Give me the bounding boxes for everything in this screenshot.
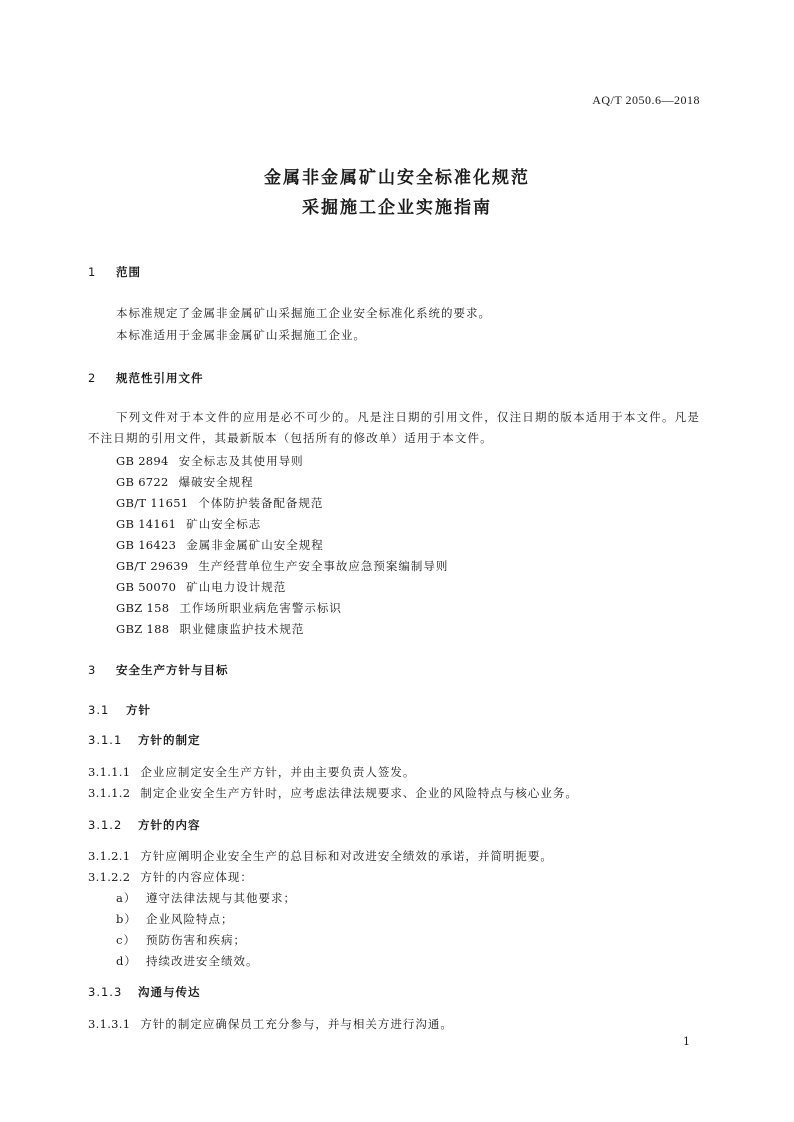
clause-text: 制定企业安全生产方针时，应考虑法律法规要求、企业的风险特点与核心业务。 <box>140 786 578 800</box>
reference-code: GB 2894 <box>116 454 169 468</box>
reference-item <box>116 516 261 532</box>
list-item <box>116 890 296 906</box>
list-item <box>116 932 246 948</box>
section-number: 3 <box>88 663 97 677</box>
clause-text: 方针应阐明企业安全生产的总目标和对改进安全绩效的承诺，并简明扼要。 <box>140 849 553 863</box>
section-title: 方针 <box>126 703 151 717</box>
section-title: 安全生产方针与目标 <box>116 663 229 677</box>
reference-item <box>116 621 304 637</box>
page-number: 1 <box>683 1035 690 1048</box>
section-2-intro: 下列文件对于本文件的应用是必不可少的。凡是注日期的引用文件，仅注日期的版本适用于本文件。凡是不注日期的引用文件，其最新版本（包括所有的修改单）适用于本文件。 <box>88 410 700 445</box>
list-item <box>116 953 259 969</box>
section-title: 沟通与传达 <box>138 985 201 999</box>
list-text: 持续改进安全绩效。 <box>146 954 259 968</box>
section-number: 3.1 <box>88 703 110 717</box>
section-title: 范围 <box>116 265 141 279</box>
clause-number: 3.1.2.1 <box>88 849 131 863</box>
reference-item <box>116 453 304 469</box>
clause-number: 3.1.3.1 <box>88 1017 131 1031</box>
section-3-1-1-heading <box>88 732 201 748</box>
reference-item <box>116 600 342 616</box>
reference-title: 矿山电力设计规范 <box>186 580 287 594</box>
list-marker: c） <box>116 933 136 947</box>
clause-3-1-2-2 <box>88 869 253 885</box>
list-marker: d） <box>116 954 137 968</box>
section-number: 3.1.2 <box>88 818 123 832</box>
reference-code: GBZ 188 <box>116 622 170 636</box>
reference-title: 生产经营单位生产安全事故应急预案编制导则 <box>198 559 449 573</box>
list-marker: a） <box>116 891 137 905</box>
section-3-1-2-heading <box>88 817 201 833</box>
reference-title: 安全标志及其使用导则 <box>178 454 304 468</box>
reference-code: GB/T 11651 <box>116 496 189 510</box>
reference-item <box>116 579 286 595</box>
section-3-1-heading <box>88 702 151 718</box>
reference-item <box>116 495 323 511</box>
section-number: 3.1.1 <box>88 733 123 747</box>
paragraph: 本标准适用于金属非金属矿山采掘施工企业。 <box>116 328 366 342</box>
list-marker: b） <box>116 912 137 926</box>
reference-code: GB 14161 <box>116 517 177 531</box>
reference-title: 矿山安全标志 <box>186 517 262 531</box>
clause-number: 3.1.1.1 <box>88 765 131 779</box>
reference-title: 职业健康监护技术规范 <box>179 622 305 636</box>
clause-3-1-1-2 <box>88 785 578 801</box>
section-3-1-3-heading <box>88 984 201 1000</box>
list-text: 企业风险特点； <box>146 912 234 926</box>
section-3-heading <box>88 662 229 678</box>
reference-code: GB 6722 <box>116 475 169 489</box>
section-2-heading <box>88 370 204 386</box>
section-title: 方针的制定 <box>138 733 201 747</box>
clause-text: 方针的内容应体现： <box>140 870 253 884</box>
reference-code: GB 16423 <box>116 538 177 552</box>
list-item <box>116 911 234 927</box>
clause-text: 方针的制定应确保员工充分参与，并与相关方进行沟通。 <box>140 1017 453 1031</box>
reference-code: GB 50070 <box>116 580 177 594</box>
list-text: 遵守法律法规与其他要求； <box>146 891 296 905</box>
clause-3-1-1-1 <box>88 764 415 780</box>
reference-title: 金属非金属矿山安全规程 <box>186 538 324 552</box>
reference-item <box>116 474 254 490</box>
clause-text: 企业应制定安全生产方针，并由主要负责人签发。 <box>140 765 416 779</box>
section-title: 规范性引用文件 <box>116 371 204 385</box>
reference-code: GBZ 158 <box>116 601 170 615</box>
document-title-line1: 金属非金属矿山安全标准化规范 <box>264 168 530 188</box>
reference-item <box>116 558 448 574</box>
reference-title: 工作场所职业病危害警示标识 <box>179 601 342 615</box>
reference-item <box>116 537 324 553</box>
clause-number: 3.1.2.2 <box>88 870 131 884</box>
section-1-heading <box>88 264 141 280</box>
standard-code: AQ/T 2050.6—2018 <box>592 93 700 107</box>
reference-code: GB/T 29639 <box>116 559 189 573</box>
clause-3-1-2-1 <box>88 848 553 864</box>
section-number: 1 <box>88 265 97 279</box>
list-text: 预防伤害和疾病； <box>146 933 246 947</box>
paragraph: 本标准规定了金属非金属矿山采掘施工企业安全标准化系统的要求。 <box>116 306 491 320</box>
clause-number: 3.1.1.2 <box>88 786 131 800</box>
section-number: 3.1.3 <box>88 985 123 999</box>
section-title: 方针的内容 <box>138 818 201 832</box>
reference-title: 个体防护装备配备规范 <box>198 496 324 510</box>
clause-3-1-3-1 <box>88 1016 453 1032</box>
reference-title: 爆破安全规程 <box>178 475 254 489</box>
document-title-line2: 采掘施工企业实施指南 <box>302 198 492 218</box>
section-number: 2 <box>88 371 97 385</box>
